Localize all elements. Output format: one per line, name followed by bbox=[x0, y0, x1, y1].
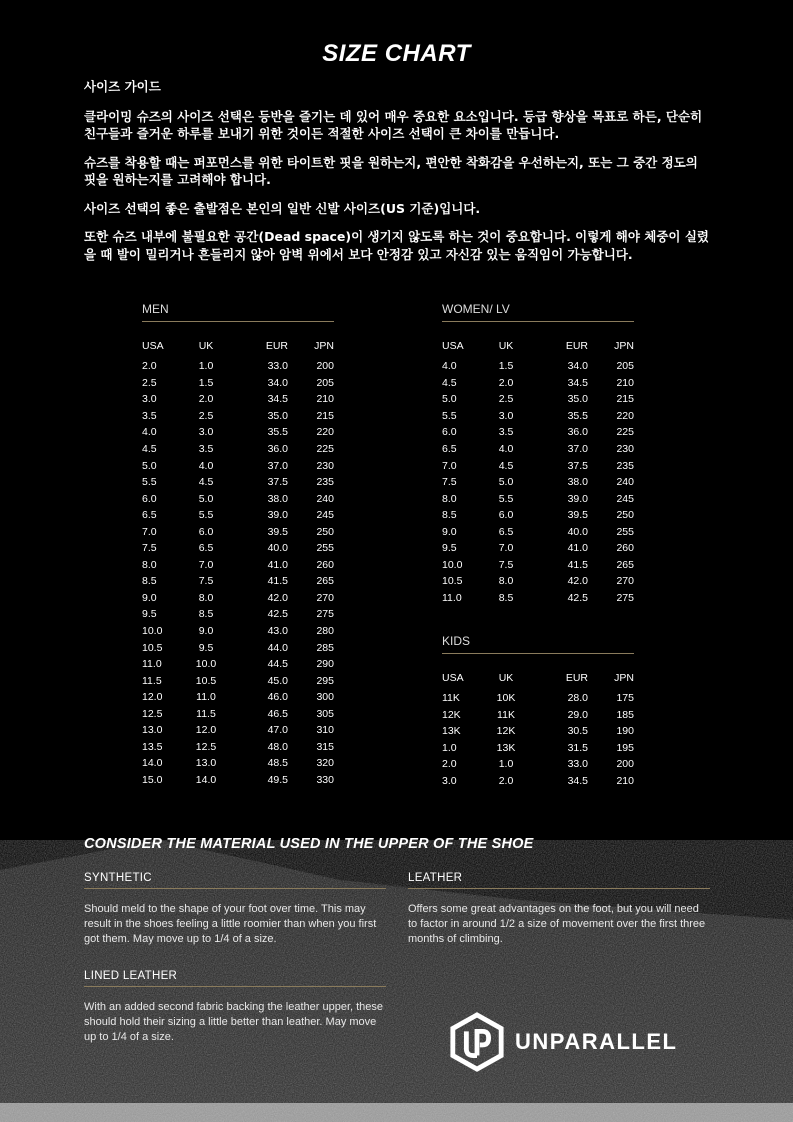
table-cell: 37.5 bbox=[267, 476, 288, 489]
table-cell: 28.0 bbox=[567, 692, 588, 705]
table-cell: 8.5 bbox=[198, 608, 214, 621]
table-cell: 12.0 bbox=[195, 724, 217, 737]
table-row bbox=[442, 756, 634, 773]
table-cell: 200 bbox=[616, 758, 634, 771]
table-cell: 39.5 bbox=[267, 525, 288, 538]
unparallel-hexagon-icon bbox=[448, 1012, 506, 1072]
synthetic-text: Should meld to the shape of your foot over time. This may result in the shoes feeling a little roomier than when you first got them. May move up to 1/4 of a size. bbox=[84, 903, 377, 945]
table-cell: 2.0 bbox=[142, 360, 157, 373]
table-cell: 220 bbox=[616, 409, 634, 422]
table-cell: 8.0 bbox=[442, 492, 457, 505]
table-row bbox=[142, 507, 334, 524]
kids-size-table bbox=[442, 634, 634, 789]
table-row bbox=[442, 507, 634, 524]
table-cell: 34.5 bbox=[567, 376, 588, 389]
table-cell: 1.5 bbox=[198, 376, 214, 389]
table-cell: 13K bbox=[442, 725, 461, 738]
table-cell: 44.0 bbox=[267, 641, 288, 654]
table-cell: 9.0 bbox=[142, 591, 157, 604]
table-cell: 3.0 bbox=[142, 393, 157, 406]
table-cell: 235 bbox=[316, 476, 334, 489]
table-cell: 12.0 bbox=[142, 691, 163, 704]
column-header: USA bbox=[442, 340, 464, 352]
table-row bbox=[142, 590, 334, 607]
table-cell: 3.0 bbox=[498, 409, 514, 422]
table-cell: 48.5 bbox=[267, 757, 288, 770]
table-header bbox=[142, 339, 334, 353]
leather-title: LEATHER bbox=[408, 872, 463, 884]
table-header bbox=[442, 339, 634, 353]
table-row bbox=[142, 639, 334, 656]
table-row bbox=[142, 722, 334, 739]
women-size-table bbox=[442, 302, 634, 606]
brand-wordmark: UNPARALLEL bbox=[515, 1029, 678, 1054]
table-cell: 10.0 bbox=[442, 558, 463, 571]
table-cell: 7.0 bbox=[142, 525, 157, 538]
table-cell: 2.0 bbox=[498, 775, 514, 787]
table-row bbox=[142, 474, 334, 491]
table-cell: 33.0 bbox=[567, 758, 588, 771]
table-row bbox=[442, 424, 634, 441]
lined-leather-section bbox=[84, 970, 386, 1045]
table-cell: 215 bbox=[616, 393, 634, 406]
table-cell: 310 bbox=[316, 724, 334, 737]
table-cell: 8.5 bbox=[498, 591, 514, 604]
table-cell: 275 bbox=[316, 608, 334, 621]
table-cell: 6.0 bbox=[442, 426, 457, 439]
table-row bbox=[442, 540, 634, 557]
table-cell: 3.5 bbox=[498, 426, 514, 439]
column-header: UK bbox=[498, 340, 514, 352]
table-cell: 11.5 bbox=[196, 707, 216, 720]
table-cell: 42.5 bbox=[267, 608, 288, 621]
table-cell: 8.0 bbox=[498, 575, 514, 588]
table-cell: 9.5 bbox=[142, 608, 157, 621]
table-cell: 220 bbox=[316, 426, 334, 439]
table-cell: 7.5 bbox=[498, 558, 514, 571]
table-cell: 4.5 bbox=[142, 443, 157, 455]
table-cell: 235 bbox=[616, 459, 634, 472]
table-cell: 300 bbox=[316, 691, 334, 704]
table-row bbox=[142, 408, 334, 425]
table-cell: 13K bbox=[496, 741, 516, 754]
table-cell: 1.0 bbox=[442, 741, 457, 754]
table-cell: 10K bbox=[496, 692, 516, 705]
table-cell: 205 bbox=[616, 360, 634, 373]
table-cell: 10.5 bbox=[442, 575, 463, 588]
synthetic-section bbox=[84, 872, 386, 947]
table-cell: 1.0 bbox=[498, 758, 514, 771]
divider bbox=[142, 321, 334, 322]
table-cell: 5.0 bbox=[442, 393, 457, 406]
table-cell: 4.0 bbox=[442, 360, 457, 373]
table-row bbox=[442, 523, 634, 540]
table-cell: 11.5 bbox=[142, 674, 162, 687]
table-cell: 270 bbox=[316, 591, 334, 604]
table-cell: 330 bbox=[316, 773, 334, 786]
table-cell: 2.0 bbox=[442, 758, 457, 771]
table-row bbox=[142, 672, 334, 689]
table-cell: 31.5 bbox=[567, 741, 588, 754]
table-cell: 175 bbox=[616, 692, 634, 705]
table-cell: 48.0 bbox=[267, 740, 288, 753]
table-cell: 9.5 bbox=[198, 641, 214, 654]
table-cell: 6.5 bbox=[198, 542, 214, 555]
table-cell: 41.0 bbox=[567, 542, 588, 555]
table-cell: 7.0 bbox=[498, 542, 514, 555]
column-header: EUR bbox=[565, 672, 588, 684]
table-cell: 5.0 bbox=[498, 476, 514, 489]
table-cell: 41.5 bbox=[567, 558, 588, 571]
table-cell: 185 bbox=[616, 708, 634, 721]
column-header: USA bbox=[142, 340, 164, 352]
table-cell: 6.5 bbox=[142, 509, 157, 522]
table-cell: 13.0 bbox=[195, 757, 217, 770]
table-cell: 34.0 bbox=[567, 360, 588, 373]
table-row bbox=[142, 391, 334, 408]
table-cell: 29.0 bbox=[567, 708, 588, 721]
column-header: EUR bbox=[265, 340, 288, 352]
table-cell: 40.0 bbox=[267, 542, 288, 555]
table-cell: 265 bbox=[616, 558, 634, 571]
table-cell: 7.0 bbox=[442, 459, 457, 472]
table-cell: 230 bbox=[316, 459, 334, 472]
table-cell: 35.5 bbox=[567, 409, 588, 422]
divider bbox=[84, 888, 386, 889]
divider bbox=[84, 986, 386, 987]
intro-section bbox=[84, 78, 712, 274]
table-cell: 42.0 bbox=[567, 575, 588, 588]
table-cell: 4.0 bbox=[498, 443, 514, 455]
table-cell: 46.5 bbox=[267, 707, 288, 720]
table-cell: 11.0 bbox=[142, 658, 162, 671]
table-cell: 38.0 bbox=[267, 492, 288, 505]
table-cell: 285 bbox=[316, 641, 334, 654]
table-cell: 35.0 bbox=[267, 409, 288, 422]
column-header: UK bbox=[198, 340, 214, 352]
table-cell: 2.5 bbox=[498, 393, 514, 406]
table-cell: 34.0 bbox=[267, 376, 288, 389]
table-cell: 10.0 bbox=[195, 658, 217, 671]
table-cell: 35.5 bbox=[267, 426, 288, 439]
table-title: KIDS bbox=[442, 634, 471, 648]
table-row bbox=[142, 424, 334, 441]
table-row bbox=[142, 523, 334, 540]
table-cell: 36.0 bbox=[567, 426, 588, 439]
table-cell: 39.0 bbox=[567, 492, 588, 505]
table-cell: 34.5 bbox=[267, 393, 288, 406]
table-row bbox=[142, 358, 334, 375]
table-cell: 37.0 bbox=[567, 443, 588, 455]
table-cell: 320 bbox=[316, 757, 334, 770]
table-row bbox=[442, 707, 634, 724]
table-cell: 12.5 bbox=[142, 707, 163, 720]
table-cell: 8.0 bbox=[198, 591, 214, 604]
table-cell: 6.5 bbox=[498, 525, 514, 538]
table-cell: 44.5 bbox=[267, 658, 288, 671]
column-header: USA bbox=[442, 672, 464, 684]
table-cell: 225 bbox=[616, 426, 634, 439]
table-cell: 250 bbox=[316, 525, 334, 538]
intro-paragraph: 또한 슈즈 내부에 불필요한 공간(Dead space)이 생기지 않도록 하는 것이 중요합니다. 이렇게 해야 체중이 실렸을 때 발이 밀리거나 흔들리지 않아 암벽 위에서 보다 안정감 있고 자신감 있는 움직임이 가능합니다. bbox=[84, 229, 709, 262]
table-cell: 11.0 bbox=[442, 591, 462, 604]
column-header: JPN bbox=[314, 340, 334, 352]
divider bbox=[408, 888, 710, 889]
table-row bbox=[442, 375, 634, 392]
table-cell: 5.5 bbox=[498, 492, 514, 505]
table-cell: 39.0 bbox=[267, 509, 288, 522]
table-cell: 36.0 bbox=[267, 443, 288, 455]
table-cell: 240 bbox=[316, 492, 334, 505]
table-cell: 10.0 bbox=[142, 625, 163, 638]
table-row bbox=[142, 739, 334, 756]
table-row bbox=[442, 441, 634, 458]
table-cell: 37.0 bbox=[267, 459, 288, 472]
table-cell: 11K bbox=[442, 692, 460, 705]
column-header: JPN bbox=[614, 340, 634, 352]
table-cell: 41.0 bbox=[267, 558, 288, 571]
table-cell: 13.0 bbox=[142, 724, 163, 737]
table-cell: 215 bbox=[316, 409, 334, 422]
table-cell: 49.5 bbox=[267, 773, 288, 786]
table-cell: 4.5 bbox=[442, 376, 457, 389]
intro-paragraph: 슈즈를 착용할 때는 퍼포먼스를 위한 타이트한 핏을 원하는지, 편안한 착화감을 우선하는지, 또는 그 중간 정도의 핏을 원하는지를 고려해야 합니다. bbox=[84, 154, 698, 187]
table-cell: 9.5 bbox=[442, 542, 457, 555]
table-row bbox=[442, 358, 634, 375]
table-cell: 240 bbox=[616, 476, 634, 489]
table-cell: 210 bbox=[616, 376, 634, 389]
lined-leather-text: With an added second fabric backing the leather upper, these should hold their sizing a little better than leather. May move up to 1/4 of a size. bbox=[84, 1001, 384, 1043]
table-cell: 230 bbox=[616, 443, 634, 455]
table-cell: 42.0 bbox=[267, 591, 288, 604]
table-cell: 8.5 bbox=[142, 575, 157, 588]
table-cell: 11K bbox=[497, 708, 515, 721]
table-row bbox=[142, 656, 334, 673]
table-title: MEN bbox=[142, 302, 169, 316]
table-cell: 10.5 bbox=[142, 641, 163, 654]
page-title: SIZE CHART bbox=[322, 40, 471, 67]
table-row bbox=[442, 490, 634, 507]
table-cell: 7.5 bbox=[142, 542, 157, 555]
column-header: UK bbox=[498, 672, 514, 684]
table-cell: 3.0 bbox=[442, 775, 457, 787]
table-cell: 225 bbox=[316, 443, 334, 455]
table-cell: 260 bbox=[616, 542, 634, 555]
table-cell: 2.5 bbox=[142, 376, 157, 389]
table-row bbox=[142, 606, 334, 623]
table-cell: 12.5 bbox=[195, 740, 217, 753]
table-cell: 40.0 bbox=[567, 525, 588, 538]
table-cell: 2.0 bbox=[198, 393, 214, 406]
table-row bbox=[442, 773, 634, 790]
table-cell: 4.0 bbox=[198, 459, 214, 472]
table-header bbox=[442, 671, 634, 685]
table-cell: 290 bbox=[316, 658, 334, 671]
table-cell: 8.5 bbox=[442, 509, 457, 522]
table-cell: 4.0 bbox=[142, 426, 157, 439]
table-cell: 7.0 bbox=[198, 558, 214, 571]
table-cell: 37.5 bbox=[567, 459, 588, 472]
table-cell: 5.0 bbox=[198, 492, 214, 505]
table-cell: 46.0 bbox=[267, 691, 288, 704]
table-cell: 275 bbox=[616, 591, 634, 604]
table-cell: 8.0 bbox=[142, 558, 157, 571]
table-cell: 200 bbox=[316, 360, 334, 373]
table-row bbox=[442, 573, 634, 590]
table-cell: 12K bbox=[442, 708, 461, 721]
table-row bbox=[442, 557, 634, 574]
divider bbox=[442, 321, 634, 322]
table-cell: 6.0 bbox=[142, 492, 157, 505]
table-row bbox=[142, 557, 334, 574]
table-cell: 210 bbox=[316, 393, 334, 406]
table-cell: 2.5 bbox=[198, 409, 214, 422]
table-row bbox=[442, 474, 634, 491]
table-cell: 43.0 bbox=[267, 625, 288, 638]
table-row bbox=[442, 723, 634, 740]
table-cell: 42.5 bbox=[567, 591, 588, 604]
table-cell: 255 bbox=[316, 542, 334, 555]
table-cell: 245 bbox=[316, 509, 334, 522]
table-row bbox=[142, 705, 334, 722]
table-cell: 1.5 bbox=[498, 360, 514, 373]
table-row bbox=[142, 457, 334, 474]
table-cell: 295 bbox=[316, 674, 334, 687]
table-cell: 205 bbox=[316, 376, 334, 389]
table-cell: 245 bbox=[616, 492, 634, 505]
table-cell: 10.5 bbox=[195, 674, 217, 687]
table-cell: 4.5 bbox=[198, 476, 214, 489]
table-title: WOMEN/ LV bbox=[442, 302, 510, 316]
table-cell: 265 bbox=[316, 575, 334, 588]
table-cell: 38.0 bbox=[567, 476, 588, 489]
synthetic-title: SYNTHETIC bbox=[84, 872, 152, 884]
table-row bbox=[142, 772, 334, 789]
table-cell: 9.0 bbox=[198, 625, 214, 638]
table-cell: 6.0 bbox=[498, 509, 514, 522]
table-cell: 210 bbox=[616, 775, 634, 787]
table-cell: 3.0 bbox=[198, 426, 214, 439]
intro-paragraph: 클라이밍 슈즈의 사이즈 선택은 등반을 즐기는 데 있어 매우 중요한 요소입니다. 등급 향상을 목표로 하든, 단순히 친구들과 즐거운 하루를 보내기 위한 것이든 적절한 사이즈 선택이 큰 차이를 만듭니다. bbox=[84, 108, 703, 141]
table-row bbox=[142, 623, 334, 640]
table-cell: 15.0 bbox=[142, 773, 163, 786]
table-cell: 45.0 bbox=[267, 674, 288, 687]
table-cell: 47.0 bbox=[267, 724, 288, 737]
table-row bbox=[442, 590, 634, 607]
leather-text: Offers some great advantages on the foot, but you will need to factor in around 1/2 a size of movement over the first three months of climbing. bbox=[408, 903, 706, 945]
table-row bbox=[142, 540, 334, 557]
table-row bbox=[142, 375, 334, 392]
table-row bbox=[442, 457, 634, 474]
table-cell: 5.5 bbox=[198, 509, 214, 522]
table-row bbox=[142, 755, 334, 772]
leather-section bbox=[408, 872, 710, 947]
table-cell: 14.0 bbox=[195, 773, 217, 786]
divider bbox=[442, 653, 634, 654]
table-cell: 3.5 bbox=[198, 443, 214, 455]
table-cell: 5.5 bbox=[442, 409, 457, 422]
table-cell: 12K bbox=[496, 725, 516, 738]
table-cell: 30.5 bbox=[567, 725, 588, 738]
table-row bbox=[442, 740, 634, 757]
table-cell: 260 bbox=[316, 558, 334, 571]
table-cell: 4.5 bbox=[498, 459, 514, 472]
table-cell: 315 bbox=[316, 740, 334, 753]
table-row bbox=[442, 690, 634, 707]
table-cell: 5.5 bbox=[142, 476, 157, 489]
table-cell: 41.5 bbox=[267, 575, 288, 588]
table-cell: 255 bbox=[616, 525, 634, 538]
table-cell: 13.5 bbox=[142, 740, 163, 753]
table-cell: 35.0 bbox=[567, 393, 588, 406]
table-row bbox=[142, 490, 334, 507]
table-cell: 7.5 bbox=[198, 575, 214, 588]
table-cell: 190 bbox=[616, 725, 634, 738]
intro-heading: 사이즈 가이드 bbox=[84, 79, 161, 94]
table-cell: 280 bbox=[316, 625, 334, 638]
table-cell: 2.0 bbox=[498, 376, 514, 389]
table-cell: 6.0 bbox=[198, 525, 214, 538]
table-cell: 39.5 bbox=[567, 509, 588, 522]
table-cell: 5.0 bbox=[142, 459, 157, 472]
table-cell: 250 bbox=[616, 509, 634, 522]
table-cell: 7.5 bbox=[442, 476, 457, 489]
brand-logo bbox=[448, 1012, 714, 1072]
materials-heading: CONSIDER THE MATERIAL USED IN THE UPPER OF THE SHOE bbox=[84, 836, 534, 852]
table-cell: 305 bbox=[316, 707, 334, 720]
table-cell: 34.5 bbox=[567, 775, 588, 787]
table-row bbox=[442, 408, 634, 425]
table-cell: 6.5 bbox=[442, 443, 457, 455]
table-cell: 195 bbox=[616, 741, 634, 754]
table-cell: 14.0 bbox=[142, 757, 163, 770]
table-row bbox=[142, 441, 334, 458]
table-cell: 33.0 bbox=[267, 360, 288, 373]
table-row bbox=[142, 689, 334, 706]
lined-leather-title: LINED LEATHER bbox=[84, 970, 178, 982]
table-row bbox=[142, 573, 334, 590]
table-cell: 270 bbox=[616, 575, 634, 588]
intro-paragraph: 사이즈 선택의 좋은 출발점은 본인의 일반 신발 사이즈(US 기준)입니다. bbox=[84, 200, 481, 216]
table-cell: 1.0 bbox=[198, 360, 214, 373]
column-header: EUR bbox=[565, 340, 588, 352]
table-row bbox=[442, 391, 634, 408]
table-cell: 11.0 bbox=[196, 691, 216, 704]
men-size-table bbox=[142, 302, 334, 788]
table-cell: 3.5 bbox=[142, 409, 157, 422]
table-cell: 9.0 bbox=[442, 525, 457, 538]
column-header: JPN bbox=[614, 672, 634, 684]
